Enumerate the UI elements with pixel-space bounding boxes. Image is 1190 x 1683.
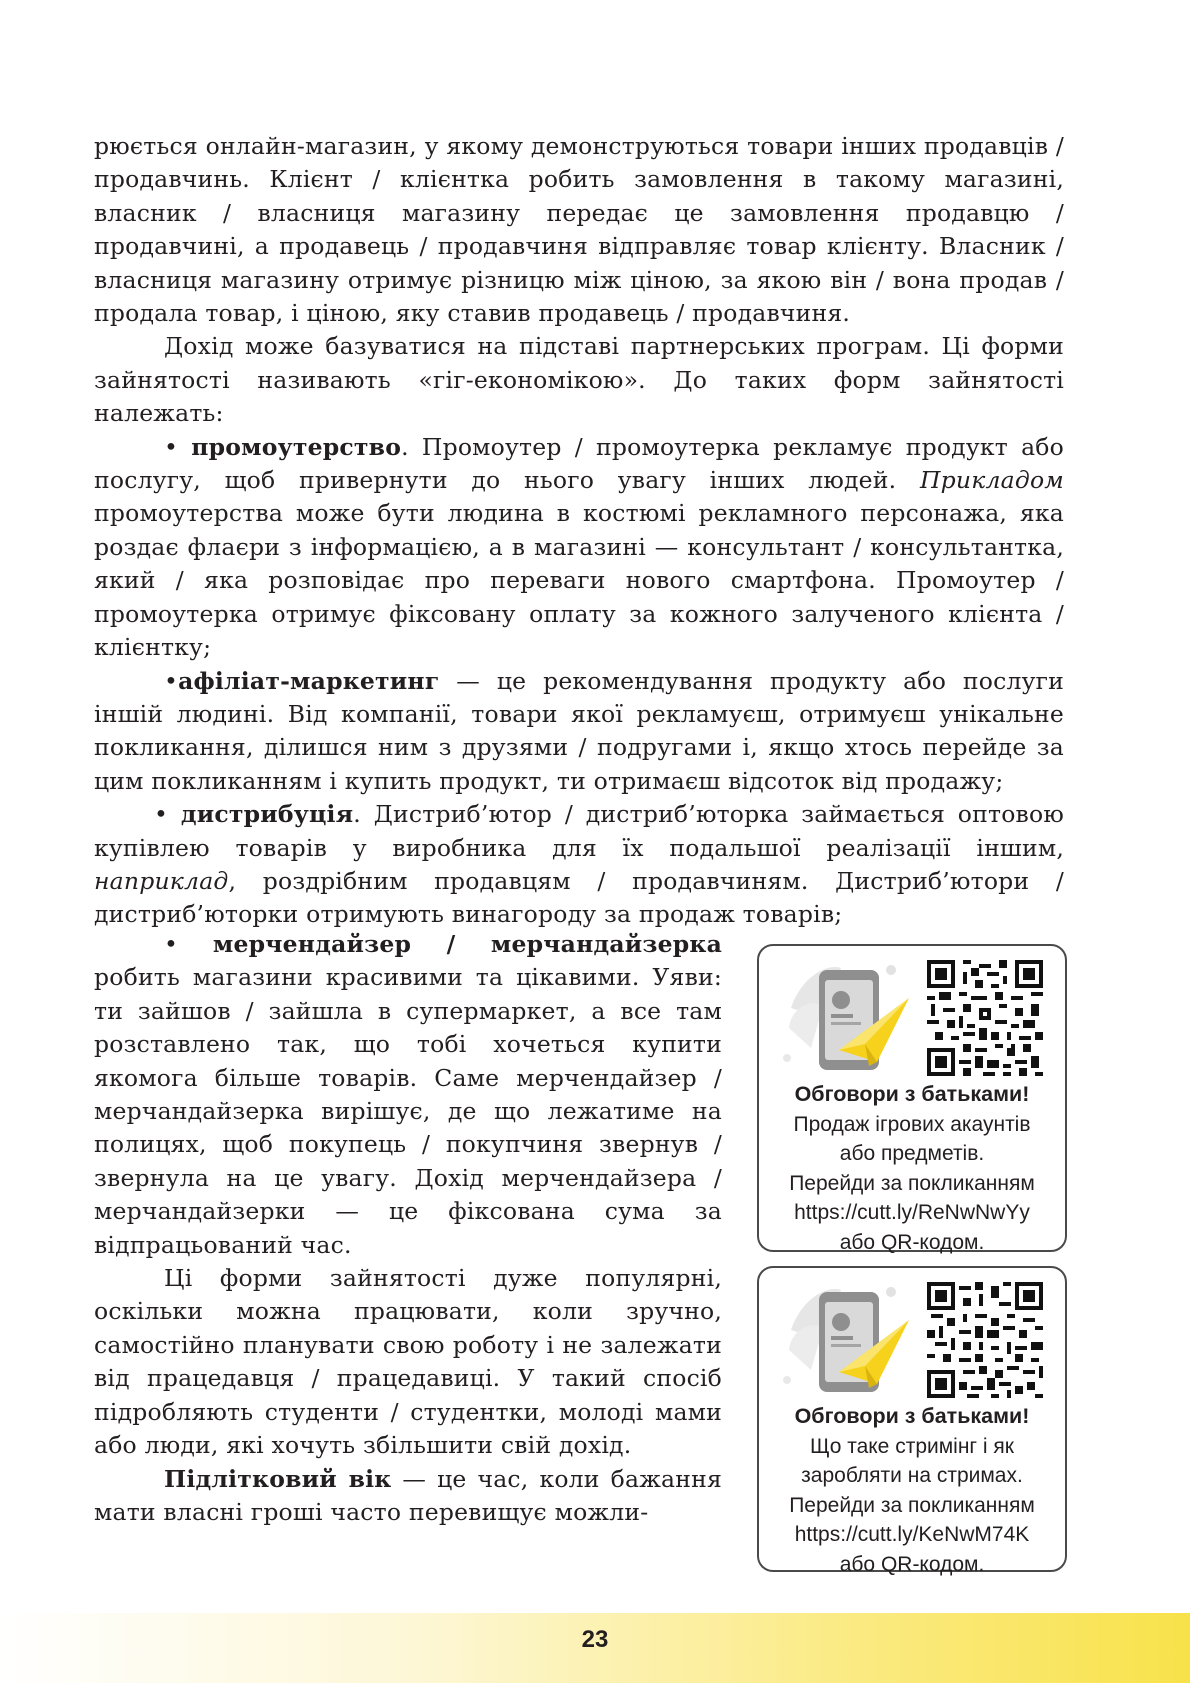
list-item-affiliate: •афіліат-маркетинг — це рекомендування продукту або послуги іншій людині. Від компанії, товари якої рекламуєш, отримуєш унікальне покликання, ділишся ним з друзями / подругами і, якщо хтось перейде за цим покликанням і купить продукт, ти отримаєш відсоток від продажу;	[94, 666, 1064, 795]
card-line: або предметів.	[839, 1142, 985, 1165]
card-line: Що таке стримінг і як	[810, 1434, 1014, 1458]
card-line: або QR-кодом.	[839, 1552, 985, 1576]
info-card-game-accounts	[757, 944, 1067, 1252]
card-line: або QR-кодом.	[839, 1230, 985, 1254]
term-promoting: промоутерство	[191, 432, 402, 461]
card-link[interactable]: https://cutt.ly/KeNwM74K	[794, 1523, 1030, 1546]
qr-code-icon	[927, 960, 1043, 1076]
phone-profile-icon	[781, 1280, 911, 1400]
term-merchandiser: мерчендайзер / мерчандайзерка	[212, 930, 723, 958]
card-line: Продаж ігрових акаунтів	[793, 1112, 1031, 1136]
page-number: 23	[581, 1626, 609, 1653]
paragraph-gig-economy: Дохід може базуватися на підставі партнерських програм. Ці форми зайнятості називають «гіг-економікою». До таких форм зайнятості належать:	[94, 332, 1064, 428]
card-line: Перейди за покликанням	[789, 1171, 1035, 1195]
term-teen-age: Підлітковий вік	[164, 1464, 392, 1493]
paragraph-popularity: Ці форми зайнятості дуже популярні, оскільки можна працювати, коли зручно, самостійно планувати свою роботу і не залежати від працедавця / працедавиці. У такий спосіб підробляють студенти / студентки, молоді мами або люди, які хочуть збільшити свій дохід.	[94, 1264, 722, 1460]
main-text-bottom	[94, 928, 722, 1529]
qr-code-icon	[927, 1282, 1043, 1398]
bullet-mark: •	[154, 800, 169, 829]
card-title: Обговори з батьками!	[794, 1082, 1030, 1106]
paragraph-shop: рюється онлайн-магазин, у якому демонструються товари інших продавців / продавчинь. Клієнт / клієнтка робить замовлення в такому магазині, власник / власниця магазину передає це замовлення продавцю / продавчині, а продавець / продавчиня відправляє товар клієнту. Власник / власниця магазину отримує різницю між ціною, за якою він / вона продав / продала товар, і ціною, яку ставив продавець / продавчиня.	[94, 132, 1064, 328]
term-affiliate: афіліат-маркетинг	[178, 666, 440, 695]
bullet-mark: •	[164, 930, 179, 958]
bullet-mark: •	[164, 432, 179, 461]
paragraph-teen-age: Підлітковий вік — це час, коли бажання мати власні гроші часто перевищує можли-	[94, 1464, 722, 1526]
info-card-streaming	[757, 1266, 1067, 1576]
list-item-promoting: • промоутерство. Промоутер / промоутерка рекламує продукт або послугу, щоб привернути до нього увагу інших людей. Прикладом промоутерства може бути людина в костюмі рекламного персонажа, яка роздає флаєри з інформацією, а в магазині — консультант / консультантка, який / яка розповідає про переваги нового смартфона. Промоутер / промоутерка отримує фіксовану оплату за кожного залученого клієнта / клієнтку;	[94, 432, 1065, 662]
card-title: Обговори з батьками!	[794, 1404, 1030, 1428]
bullet-mark: •	[164, 666, 179, 695]
main-text-top	[94, 130, 1064, 932]
card-caption	[765, 1402, 1059, 1579]
list-item-merchandiser: • мерчендайзер / мерчандайзерка робить магазини красивими та цікавими. Уяви: ти зайшов / зайшла в супермаркет, а все там розставлено так, що тобі хочеться купити якомога більше товарів. Саме мерчендайзер / мерчандайзерка вирішує, де що лежатиме на полицях, щоб покупець / покупчиня звернув / звернула на це увагу. Дохід мерчендайзера / мерчандайзерки — це фіксована сума за відпрацьований час.	[94, 930, 723, 1259]
list-item-distribution: • дистрибуція. Дистриб’ютор / дистриб’юторка займається оптовою купівлею товарів у виробника для їх подальшої реалізації іншим, наприклад, роздрібним продавцям / продавчиням. Дистриб’ютори / дистриб’юторки отримують винагороду за продаж товарів;	[94, 800, 1064, 929]
phone-profile-icon	[781, 958, 911, 1078]
term-distribution: дистрибуція	[180, 800, 354, 829]
card-line: заробляти на стримах.	[801, 1464, 1023, 1487]
card-line: Перейди за покликанням	[789, 1493, 1035, 1517]
card-caption	[765, 1080, 1059, 1257]
card-link[interactable]: https://cutt.ly/ReNwNwYy	[794, 1201, 1030, 1224]
